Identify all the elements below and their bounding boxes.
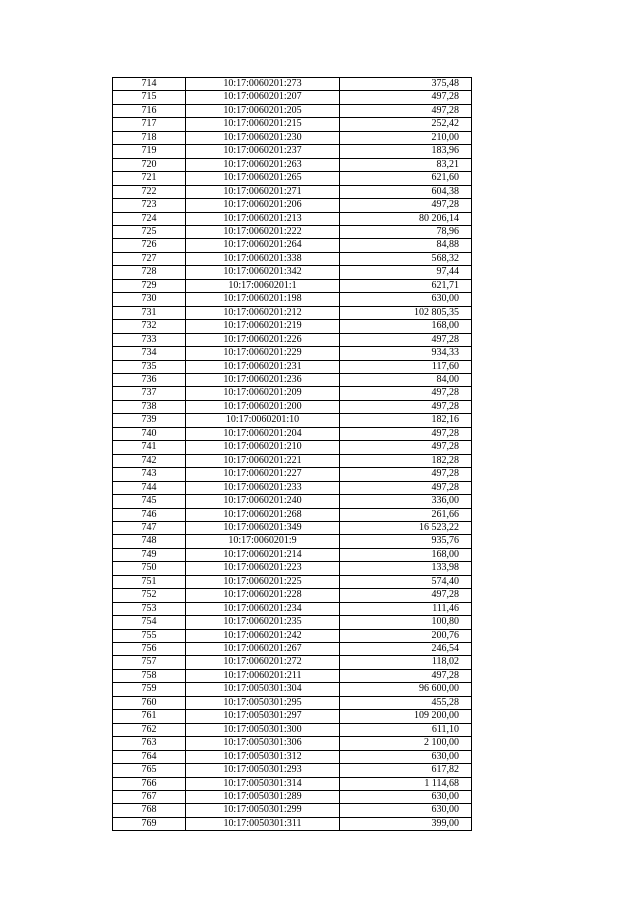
value-cell: 83,21: [340, 158, 472, 171]
table-row: [113, 373, 472, 386]
row-number-cell: 725: [113, 225, 186, 238]
cadastral-number-cell: 10:17:0060201:215: [186, 118, 340, 131]
table-row: [113, 696, 472, 709]
value-cell: 375,48: [340, 78, 472, 91]
cadastral-number-cell: 10:17:0060201:204: [186, 427, 340, 440]
cadastral-number-cell: 10:17:0060201:209: [186, 387, 340, 400]
row-number-cell: 719: [113, 145, 186, 158]
cadastral-number-cell: 10:17:0060201:221: [186, 454, 340, 467]
row-number-cell: 765: [113, 764, 186, 777]
table-row: [113, 602, 472, 615]
row-number-cell: 721: [113, 172, 186, 185]
row-number-cell: 731: [113, 306, 186, 319]
table-row: [113, 279, 472, 292]
table-row: [113, 683, 472, 696]
table-row: [113, 199, 472, 212]
cadastral-number-cell: 10:17:0050301:289: [186, 791, 340, 804]
cadastral-number-cell: 10:17:0060201:214: [186, 548, 340, 561]
table-row: [113, 266, 472, 279]
row-number-cell: 720: [113, 158, 186, 171]
cadastral-number-cell: 10:17:0060201:349: [186, 521, 340, 534]
value-cell: 630,00: [340, 791, 472, 804]
cadastral-number-cell: 10:17:0060201:207: [186, 91, 340, 104]
cadastral-number-cell: 10:17:0060201:231: [186, 360, 340, 373]
value-cell: 611,10: [340, 723, 472, 736]
table-row: [113, 118, 472, 131]
cadastral-number-cell: 10:17:0060201:206: [186, 199, 340, 212]
cadastral-number-cell: 10:17:0050301:299: [186, 804, 340, 817]
value-cell: 246,54: [340, 643, 472, 656]
value-cell: 574,40: [340, 575, 472, 588]
value-cell: 455,28: [340, 696, 472, 709]
row-number-cell: 767: [113, 791, 186, 804]
value-cell: 96 600,00: [340, 683, 472, 696]
table-row: [113, 91, 472, 104]
table-row: [113, 481, 472, 494]
row-number-cell: 744: [113, 481, 186, 494]
table-row: [113, 562, 472, 575]
cadastral-number-cell: 10:17:0060201:219: [186, 320, 340, 333]
row-number-cell: 736: [113, 373, 186, 386]
value-cell: 568,32: [340, 252, 472, 265]
value-cell: 100,80: [340, 616, 472, 629]
value-cell: 80 206,14: [340, 212, 472, 225]
cadastral-number-cell: 10:17:0060201:236: [186, 373, 340, 386]
row-number-cell: 768: [113, 804, 186, 817]
value-cell: 183,96: [340, 145, 472, 158]
table-row: [113, 548, 472, 561]
cadastral-number-cell: 10:17:0060201:342: [186, 266, 340, 279]
value-cell: 497,28: [340, 427, 472, 440]
value-cell: 621,60: [340, 172, 472, 185]
row-number-cell: 761: [113, 710, 186, 723]
row-number-cell: 753: [113, 602, 186, 615]
table-row: [113, 535, 472, 548]
row-number-cell: 769: [113, 817, 186, 830]
value-cell: 2 100,00: [340, 737, 472, 750]
value-cell: 200,76: [340, 629, 472, 642]
table-row: [113, 764, 472, 777]
table-row: [113, 441, 472, 454]
row-number-cell: 730: [113, 293, 186, 306]
value-cell: 84,00: [340, 373, 472, 386]
cadastral-number-cell: 10:17:0050301:312: [186, 750, 340, 763]
table-row: [113, 212, 472, 225]
value-cell: 261,66: [340, 508, 472, 521]
table-row: [113, 495, 472, 508]
value-cell: 935,76: [340, 535, 472, 548]
value-cell: 497,28: [340, 199, 472, 212]
table-row: [113, 78, 472, 91]
row-number-cell: 715: [113, 91, 186, 104]
row-number-cell: 738: [113, 400, 186, 413]
row-number-cell: 750: [113, 562, 186, 575]
value-cell: 497,28: [340, 669, 472, 682]
cadastral-number-cell: 10:17:0060201:265: [186, 172, 340, 185]
cadastral-number-cell: 10:17:0060201:223: [186, 562, 340, 575]
table-row: [113, 239, 472, 252]
row-number-cell: 723: [113, 199, 186, 212]
table-row: [113, 723, 472, 736]
table-row: [113, 575, 472, 588]
value-cell: 168,00: [340, 320, 472, 333]
row-number-cell: 739: [113, 414, 186, 427]
row-number-cell: 754: [113, 616, 186, 629]
cadastral-number-cell: 10:17:0060201:212: [186, 306, 340, 319]
row-number-cell: 728: [113, 266, 186, 279]
value-cell: 621,71: [340, 279, 472, 292]
table-row: [113, 669, 472, 682]
row-number-cell: 727: [113, 252, 186, 265]
cadastral-number-cell: 10:17:0060201:228: [186, 589, 340, 602]
row-number-cell: 747: [113, 521, 186, 534]
cadastral-number-cell: 10:17:0060201:271: [186, 185, 340, 198]
row-number-cell: 716: [113, 104, 186, 117]
cadastral-number-cell: 10:17:0060201:200: [186, 400, 340, 413]
cadastral-number-cell: 10:17:0060201:230: [186, 131, 340, 144]
cadastral-number-cell: 10:17:0050301:311: [186, 817, 340, 830]
table-row: [113, 185, 472, 198]
table-row: [113, 306, 472, 319]
value-cell: 336,00: [340, 495, 472, 508]
value-cell: 117,60: [340, 360, 472, 373]
row-number-cell: 752: [113, 589, 186, 602]
table-row: [113, 791, 472, 804]
row-number-cell: 764: [113, 750, 186, 763]
cadastral-number-cell: 10:17:0060201:267: [186, 643, 340, 656]
table-row: [113, 252, 472, 265]
table-row: [113, 400, 472, 413]
value-cell: 497,28: [340, 91, 472, 104]
row-number-cell: 718: [113, 131, 186, 144]
value-cell: 497,28: [340, 589, 472, 602]
value-cell: 497,28: [340, 333, 472, 346]
value-cell: 399,00: [340, 817, 472, 830]
row-number-cell: 762: [113, 723, 186, 736]
row-number-cell: 733: [113, 333, 186, 346]
value-cell: 78,96: [340, 225, 472, 238]
value-cell: 934,33: [340, 347, 472, 360]
value-cell: 1 114,68: [340, 777, 472, 790]
table-row: [113, 131, 472, 144]
table-row: [113, 427, 472, 440]
row-number-cell: 729: [113, 279, 186, 292]
value-cell: 497,28: [340, 481, 472, 494]
value-cell: 604,38: [340, 185, 472, 198]
table-row: [113, 158, 472, 171]
value-cell: 168,00: [340, 548, 472, 561]
value-cell: 497,28: [340, 104, 472, 117]
table-row: [113, 145, 472, 158]
row-number-cell: 751: [113, 575, 186, 588]
row-number-cell: 740: [113, 427, 186, 440]
row-number-cell: 756: [113, 643, 186, 656]
row-number-cell: 763: [113, 737, 186, 750]
table-row: [113, 414, 472, 427]
table-row: [113, 817, 472, 830]
cadastral-number-cell: 10:17:0060201:273: [186, 78, 340, 91]
table-row: [113, 225, 472, 238]
table-row: [113, 616, 472, 629]
table-row: [113, 777, 472, 790]
value-cell: 210,00: [340, 131, 472, 144]
table-row: [113, 347, 472, 360]
cadastral-number-cell: 10:17:0060201:222: [186, 225, 340, 238]
cadastral-table: [112, 77, 472, 831]
row-number-cell: 732: [113, 320, 186, 333]
table-row: [113, 804, 472, 817]
row-number-cell: 737: [113, 387, 186, 400]
cadastral-number-cell: 10:17:0060201:213: [186, 212, 340, 225]
cadastral-number-cell: 10:17:0050301:295: [186, 696, 340, 709]
cadastral-number-cell: 10:17:0050301:304: [186, 683, 340, 696]
table-row: [113, 737, 472, 750]
value-cell: 182,28: [340, 454, 472, 467]
table-row: [113, 172, 472, 185]
table-row: [113, 293, 472, 306]
value-cell: 497,28: [340, 400, 472, 413]
value-cell: 97,44: [340, 266, 472, 279]
cadastral-number-cell: 10:17:0050301:306: [186, 737, 340, 750]
table-row: [113, 454, 472, 467]
value-cell: 252,42: [340, 118, 472, 131]
cadastral-number-cell: 10:17:0060201:205: [186, 104, 340, 117]
row-number-cell: 757: [113, 656, 186, 669]
cadastral-number-cell: 10:17:0060201:227: [186, 468, 340, 481]
row-number-cell: 748: [113, 535, 186, 548]
row-number-cell: 755: [113, 629, 186, 642]
table-row: [113, 643, 472, 656]
row-number-cell: 726: [113, 239, 186, 252]
cadastral-number-cell: 10:17:0060201:229: [186, 347, 340, 360]
value-cell: 102 805,35: [340, 306, 472, 319]
cadastral-number-cell: 10:17:0060201:9: [186, 535, 340, 548]
cadastral-number-cell: 10:17:0060201:198: [186, 293, 340, 306]
value-cell: 84,88: [340, 239, 472, 252]
value-cell: 109 200,00: [340, 710, 472, 723]
table-row: [113, 521, 472, 534]
row-number-cell: 743: [113, 468, 186, 481]
value-cell: 617,82: [340, 764, 472, 777]
cadastral-number-cell: 10:17:0060201:234: [186, 602, 340, 615]
row-number-cell: 734: [113, 347, 186, 360]
row-number-cell: 714: [113, 78, 186, 91]
value-cell: 118,02: [340, 656, 472, 669]
row-number-cell: 724: [113, 212, 186, 225]
cadastral-number-cell: 10:17:0050301:300: [186, 723, 340, 736]
table-row: [113, 320, 472, 333]
cadastral-number-cell: 10:17:0060201:233: [186, 481, 340, 494]
value-cell: 497,28: [340, 387, 472, 400]
table-row: [113, 104, 472, 117]
row-number-cell: 760: [113, 696, 186, 709]
table-row: [113, 508, 472, 521]
table-row: [113, 750, 472, 763]
table-row: [113, 360, 472, 373]
table-row: [113, 629, 472, 642]
row-number-cell: 745: [113, 495, 186, 508]
row-number-cell: 741: [113, 441, 186, 454]
cadastral-number-cell: 10:17:0060201:10: [186, 414, 340, 427]
cadastral-table-body: [113, 78, 472, 831]
cadastral-number-cell: 10:17:0060201:242: [186, 629, 340, 642]
cadastral-number-cell: 10:17:0060201:225: [186, 575, 340, 588]
value-cell: 630,00: [340, 804, 472, 817]
cadastral-number-cell: 10:17:0060201:235: [186, 616, 340, 629]
value-cell: 182,16: [340, 414, 472, 427]
value-cell: 630,00: [340, 293, 472, 306]
value-cell: 111,46: [340, 602, 472, 615]
cadastral-number-cell: 10:17:0060201:268: [186, 508, 340, 521]
value-cell: 630,00: [340, 750, 472, 763]
cadastral-number-cell: 10:17:0060201:240: [186, 495, 340, 508]
table-row: [113, 333, 472, 346]
cadastral-number-cell: 10:17:0060201:226: [186, 333, 340, 346]
value-cell: 133,98: [340, 562, 472, 575]
cadastral-number-cell: 10:17:0050301:314: [186, 777, 340, 790]
row-number-cell: 746: [113, 508, 186, 521]
cadastral-number-cell: 10:17:0060201:210: [186, 441, 340, 454]
cadastral-number-cell: 10:17:0060201:264: [186, 239, 340, 252]
row-number-cell: 742: [113, 454, 186, 467]
cadastral-number-cell: 10:17:0060201:272: [186, 656, 340, 669]
cadastral-number-cell: 10:17:0060201:263: [186, 158, 340, 171]
row-number-cell: 758: [113, 669, 186, 682]
cadastral-number-cell: 10:17:0060201:1: [186, 279, 340, 292]
value-cell: 497,28: [340, 468, 472, 481]
row-number-cell: 722: [113, 185, 186, 198]
table-row: [113, 710, 472, 723]
cadastral-number-cell: 10:17:0060201:338: [186, 252, 340, 265]
table-row: [113, 468, 472, 481]
row-number-cell: 759: [113, 683, 186, 696]
cadastral-number-cell: 10:17:0050301:297: [186, 710, 340, 723]
table-row: [113, 387, 472, 400]
row-number-cell: 749: [113, 548, 186, 561]
row-number-cell: 766: [113, 777, 186, 790]
cadastral-number-cell: 10:17:0050301:293: [186, 764, 340, 777]
value-cell: 16 523,22: [340, 521, 472, 534]
value-cell: 497,28: [340, 441, 472, 454]
cadastral-number-cell: 10:17:0060201:237: [186, 145, 340, 158]
table-row: [113, 656, 472, 669]
table-row: [113, 589, 472, 602]
row-number-cell: 717: [113, 118, 186, 131]
row-number-cell: 735: [113, 360, 186, 373]
cadastral-number-cell: 10:17:0060201:211: [186, 669, 340, 682]
